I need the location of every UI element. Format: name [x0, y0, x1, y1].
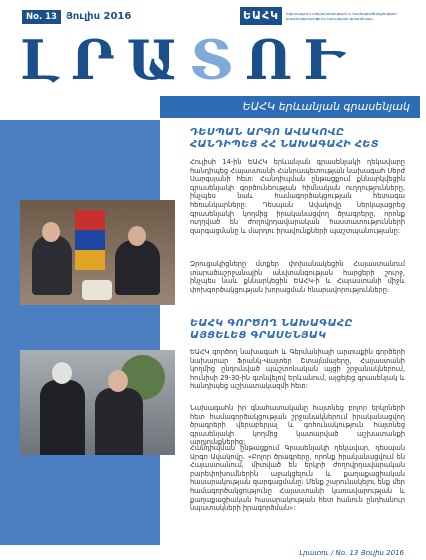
person-left-icon — [32, 235, 72, 295]
subtitle: ԵԱՀԿ երևանյան գրասենյակ — [242, 100, 410, 113]
section1-title: ԴԵՍՊԱՆ ԱՐԳՈ ԱՎԱԿՈՎԸ ՀԱՆԴԻՊԵՑ ՀՀ ՆԱԽԱԳԱՀԻ ՀԵՏ — [190, 127, 379, 150]
masthead-left: ԼՐԱ — [20, 28, 190, 92]
photo-meeting — [20, 200, 175, 305]
person-right-icon — [115, 240, 160, 295]
person-right-head-icon — [128, 226, 146, 246]
person-left-head-icon — [42, 222, 60, 242]
logo-abbreviation: ԵԱՀԿ — [240, 7, 282, 25]
section2-paragraph-3: Հանդիպման ընթացքում Գրասենյակի ղեկավար, դեսպան Արգո Ավակովը. «Բոլոր ծրագրերը, որոնք իրականացվում են Հայաստանում, միտված են երկրի ժողովրդավարական բարեփոխումներին աջակցելուն և քաղաքացիական հասարակության զարգացմանը: Մենք շարունակելու ենք մեր համագործակցությունը Հայաստանի կառավարության և քաղաքացիական հասարակության հետ հանուն ընդհանուր նպատակների իրագործման»: — [190, 444, 405, 513]
armenian-flag-icon — [75, 210, 105, 270]
section2-paragraph-1: ԵԱՀԿ գործող նախագահ և Գերմանիայի արտաքին գործերի նախարար Ֆրանկ-Վալտեր Շտայնմայերը, Հայաստանի կողմից ընդունված պաշտոնական այցի շրջանակներում, հունիսի 29-30-ին գտնվելով Երևանում, այցելեց գրասենյակ և հանդիպեց աշխատակազմի հետ: — [190, 348, 405, 391]
person-left-head-icon — [52, 362, 72, 384]
section1-paragraph-1: Հուլիսի 14-ին ԵԱՀԿ երևանյան գրասենյակի ղեկավարը հանդիպեց Հայաստանի Հանրապետության նախագահ Սերժ Սարգսյանի հետ: Հանդիպման ընթացքում քննարկվեցին գրասենյակի գործունեության հիմնական ուղղությունները, ինչպես նաև համագործակցության հետագա հեռանկարները: Դեսպան Ավակովը ներկայացրեց գրասենյակի կողմից իրականացվող ծրագրերը, որոնք ուղղված են ժողովրդավարական հաստատությունների զարգացմանը և մարդու իրավունքների պաշտպանությանը: — [190, 158, 405, 235]
logo-text: Եվրոպայում անվտանգության և համագործակցության կազմակերպություն Երևանյան գրասենյակ — [285, 11, 397, 21]
masthead-right: ՈՒ — [245, 28, 355, 92]
person-right-icon — [95, 388, 143, 455]
footer-text: Լրատու / No. 13 Յուլիս 2016 — [299, 549, 404, 557]
footer — [0, 545, 420, 560]
left-color-column — [0, 120, 160, 545]
section2-title: ԵԱՀԿ ԳՈՐԾՈՂ ՆԱԽԱԳԱՀԸ ԱՅՑԵԼԵՑ ԳՐԱՍԵՆՅԱԿ — [190, 318, 353, 341]
osce-logo — [240, 6, 426, 26]
person-left-icon — [40, 380, 85, 455]
issue-bar — [22, 10, 131, 24]
person-right-head-icon — [108, 370, 128, 392]
masthead-title — [20, 28, 410, 92]
table-icon — [82, 280, 112, 300]
masthead-mid: Տ — [189, 28, 246, 92]
issue-number: No. 13 — [22, 10, 61, 24]
section1-paragraph-2: Զրուցակիցները մտքեր փոխանակեցին Հայաստանում տարածաշրջանային անվտանգության հարցերի շուրջ, ինչպես նաև քննարկեցին ԵԱՀԿ-ի և Հայաստանի միջև փոխգործակցության խորացման հնարավորությունները: — [190, 260, 405, 294]
section2-paragraph-2: Նախագահն իր գնահատականը հայտնեց բոլոր երկրների հետ համագործակցության շրջանակներում իրականացվող ծրագրերի վերաբերյալ և գոհունակություն հայտնեց գրասենյակի կողմից կատարված աշխատանքի արդյունքներից: — [190, 404, 405, 447]
photo-visit — [20, 350, 175, 455]
header — [0, 0, 420, 120]
issue-date: Յուլիս 2016 — [65, 11, 132, 22]
